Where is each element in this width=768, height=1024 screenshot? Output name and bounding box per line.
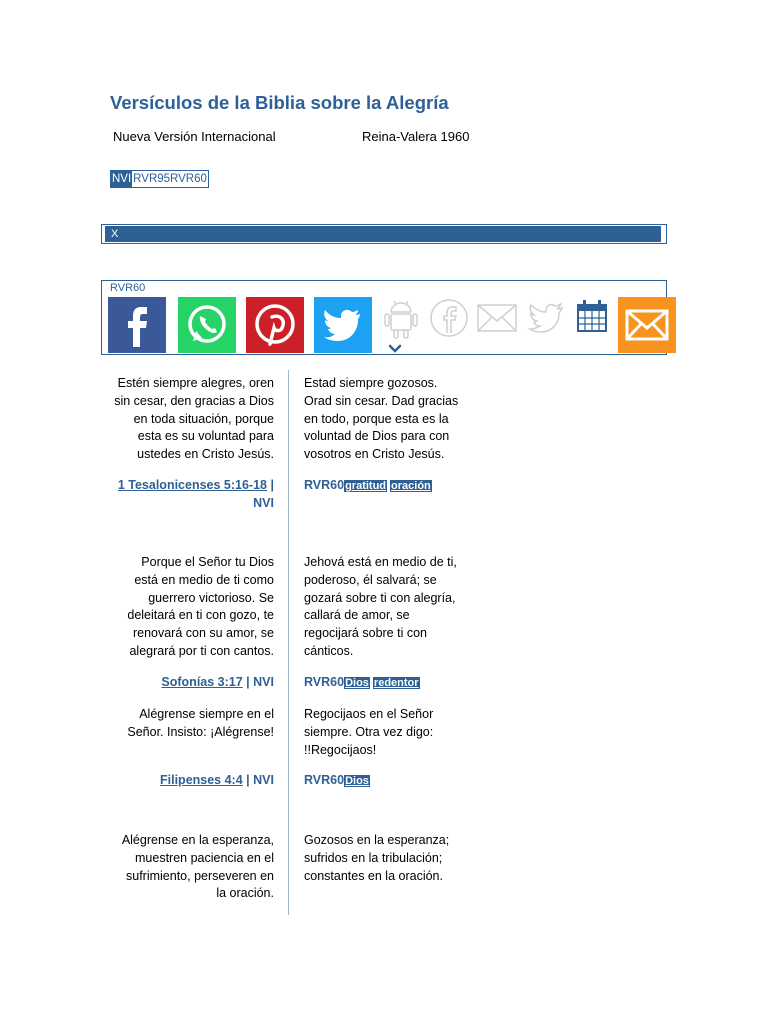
reference-separator: | <box>270 478 274 492</box>
reference-version: NVI <box>253 495 274 510</box>
facebook-icon[interactable] <box>108 297 166 353</box>
reference-link[interactable]: Sofonías 3:17 <box>161 675 243 689</box>
reference-version: RVR60 <box>304 675 345 689</box>
column-divider <box>288 370 289 915</box>
twitter-icon[interactable] <box>314 297 372 353</box>
version-tabs <box>110 170 209 188</box>
banner-bar <box>101 224 667 244</box>
reference-version: NVI <box>253 675 274 689</box>
page-title: Versículos de la Biblia sobre la Alegría <box>110 92 449 113</box>
verse-rvr-reference <box>304 477 432 495</box>
mail-outline-icon[interactable] <box>476 297 518 339</box>
chevron-down-icon[interactable] <box>388 341 402 351</box>
verse-nvi-reference <box>96 477 274 513</box>
tag-link[interactable]: Dios <box>345 775 369 787</box>
version-nvi-label: Nueva Versión Internacional <box>113 129 276 144</box>
verse-nvi-text: Alégrense siempre en el Señor. Insisto: ¡Alégrense! <box>127 707 274 739</box>
tag-link[interactable]: Dios <box>345 677 369 689</box>
share-version-label: RVR60 <box>110 282 146 294</box>
android-icon[interactable] <box>380 297 422 339</box>
verse-rvr-text: Jehová está en medio de ti, poderoso, él salvará; se gozará sobre ti con alegría, callará de amor, se regocijará sobre ti con cánticos. <box>304 555 457 658</box>
share-panel <box>101 280 667 355</box>
version-rvr-label: Reina-Valera 1960 <box>362 129 470 144</box>
reference-version: RVR60 <box>304 773 345 787</box>
tag-link[interactable]: gratitud <box>345 480 387 492</box>
verse-nvi-reference <box>96 674 274 692</box>
tag-link[interactable]: oración <box>391 480 431 492</box>
verse-nvi-text: Estén siempre alegres, oren sin cesar, den gracias a Dios en toda situación, porque esta es su voluntad para ustedes en Cristo Jesús. <box>114 376 274 462</box>
verse-rvr-text: Estad siempre gozosos. Orad sin cesar. Dad gracias en todo, porque esta es la voluntad de Dios para con vosotros en Cristo Jesús. <box>304 376 459 462</box>
reference-version: RVR60 <box>304 478 345 492</box>
close-button[interactable]: X <box>105 226 661 242</box>
reference-version: NVI <box>253 773 274 787</box>
pinterest-icon[interactable] <box>246 297 304 353</box>
verse-rvr-reference <box>304 772 370 790</box>
verse-nvi-text: Alégrense en la esperanza, muestren paciencia en el sufrimiento, perseveren en la oración. <box>121 833 274 901</box>
verse-nvi-reference <box>96 772 274 790</box>
reference-separator: | <box>246 773 250 787</box>
tag-link[interactable]: redentor <box>373 677 419 689</box>
email-icon[interactable] <box>618 297 676 353</box>
facebook-outline-icon[interactable] <box>428 297 470 339</box>
reference-separator: | <box>246 675 250 689</box>
tab-rvr[interactable]: RVR95RVR60 <box>133 173 207 185</box>
twitter-outline-icon[interactable] <box>524 297 566 339</box>
verse-rvr-reference <box>304 674 420 692</box>
calendar-icon[interactable] <box>572 297 614 339</box>
reference-link[interactable]: 1 Tesalonicenses 5:16-18 <box>117 478 268 492</box>
verse-rvr-text: Gozosos en la esperanza; sufridos en la tribulación; constantes en la oración. <box>304 833 450 883</box>
verse-rvr-text: Regocijaos en el Señor siempre. Otra vez digo: !!Regocijaos! <box>304 707 434 757</box>
reference-link[interactable]: Filipenses 4:4 <box>160 773 243 787</box>
tab-nvi[interactable]: NVI <box>112 173 132 185</box>
verse-nvi-text: Porque el Señor tu Dios está en medio de ti como guerrero victorioso. Se deleitará en ti con gozo, te renovará con su amor, se alegrará por ti con cantos. <box>127 555 274 658</box>
whatsapp-icon[interactable] <box>178 297 236 353</box>
